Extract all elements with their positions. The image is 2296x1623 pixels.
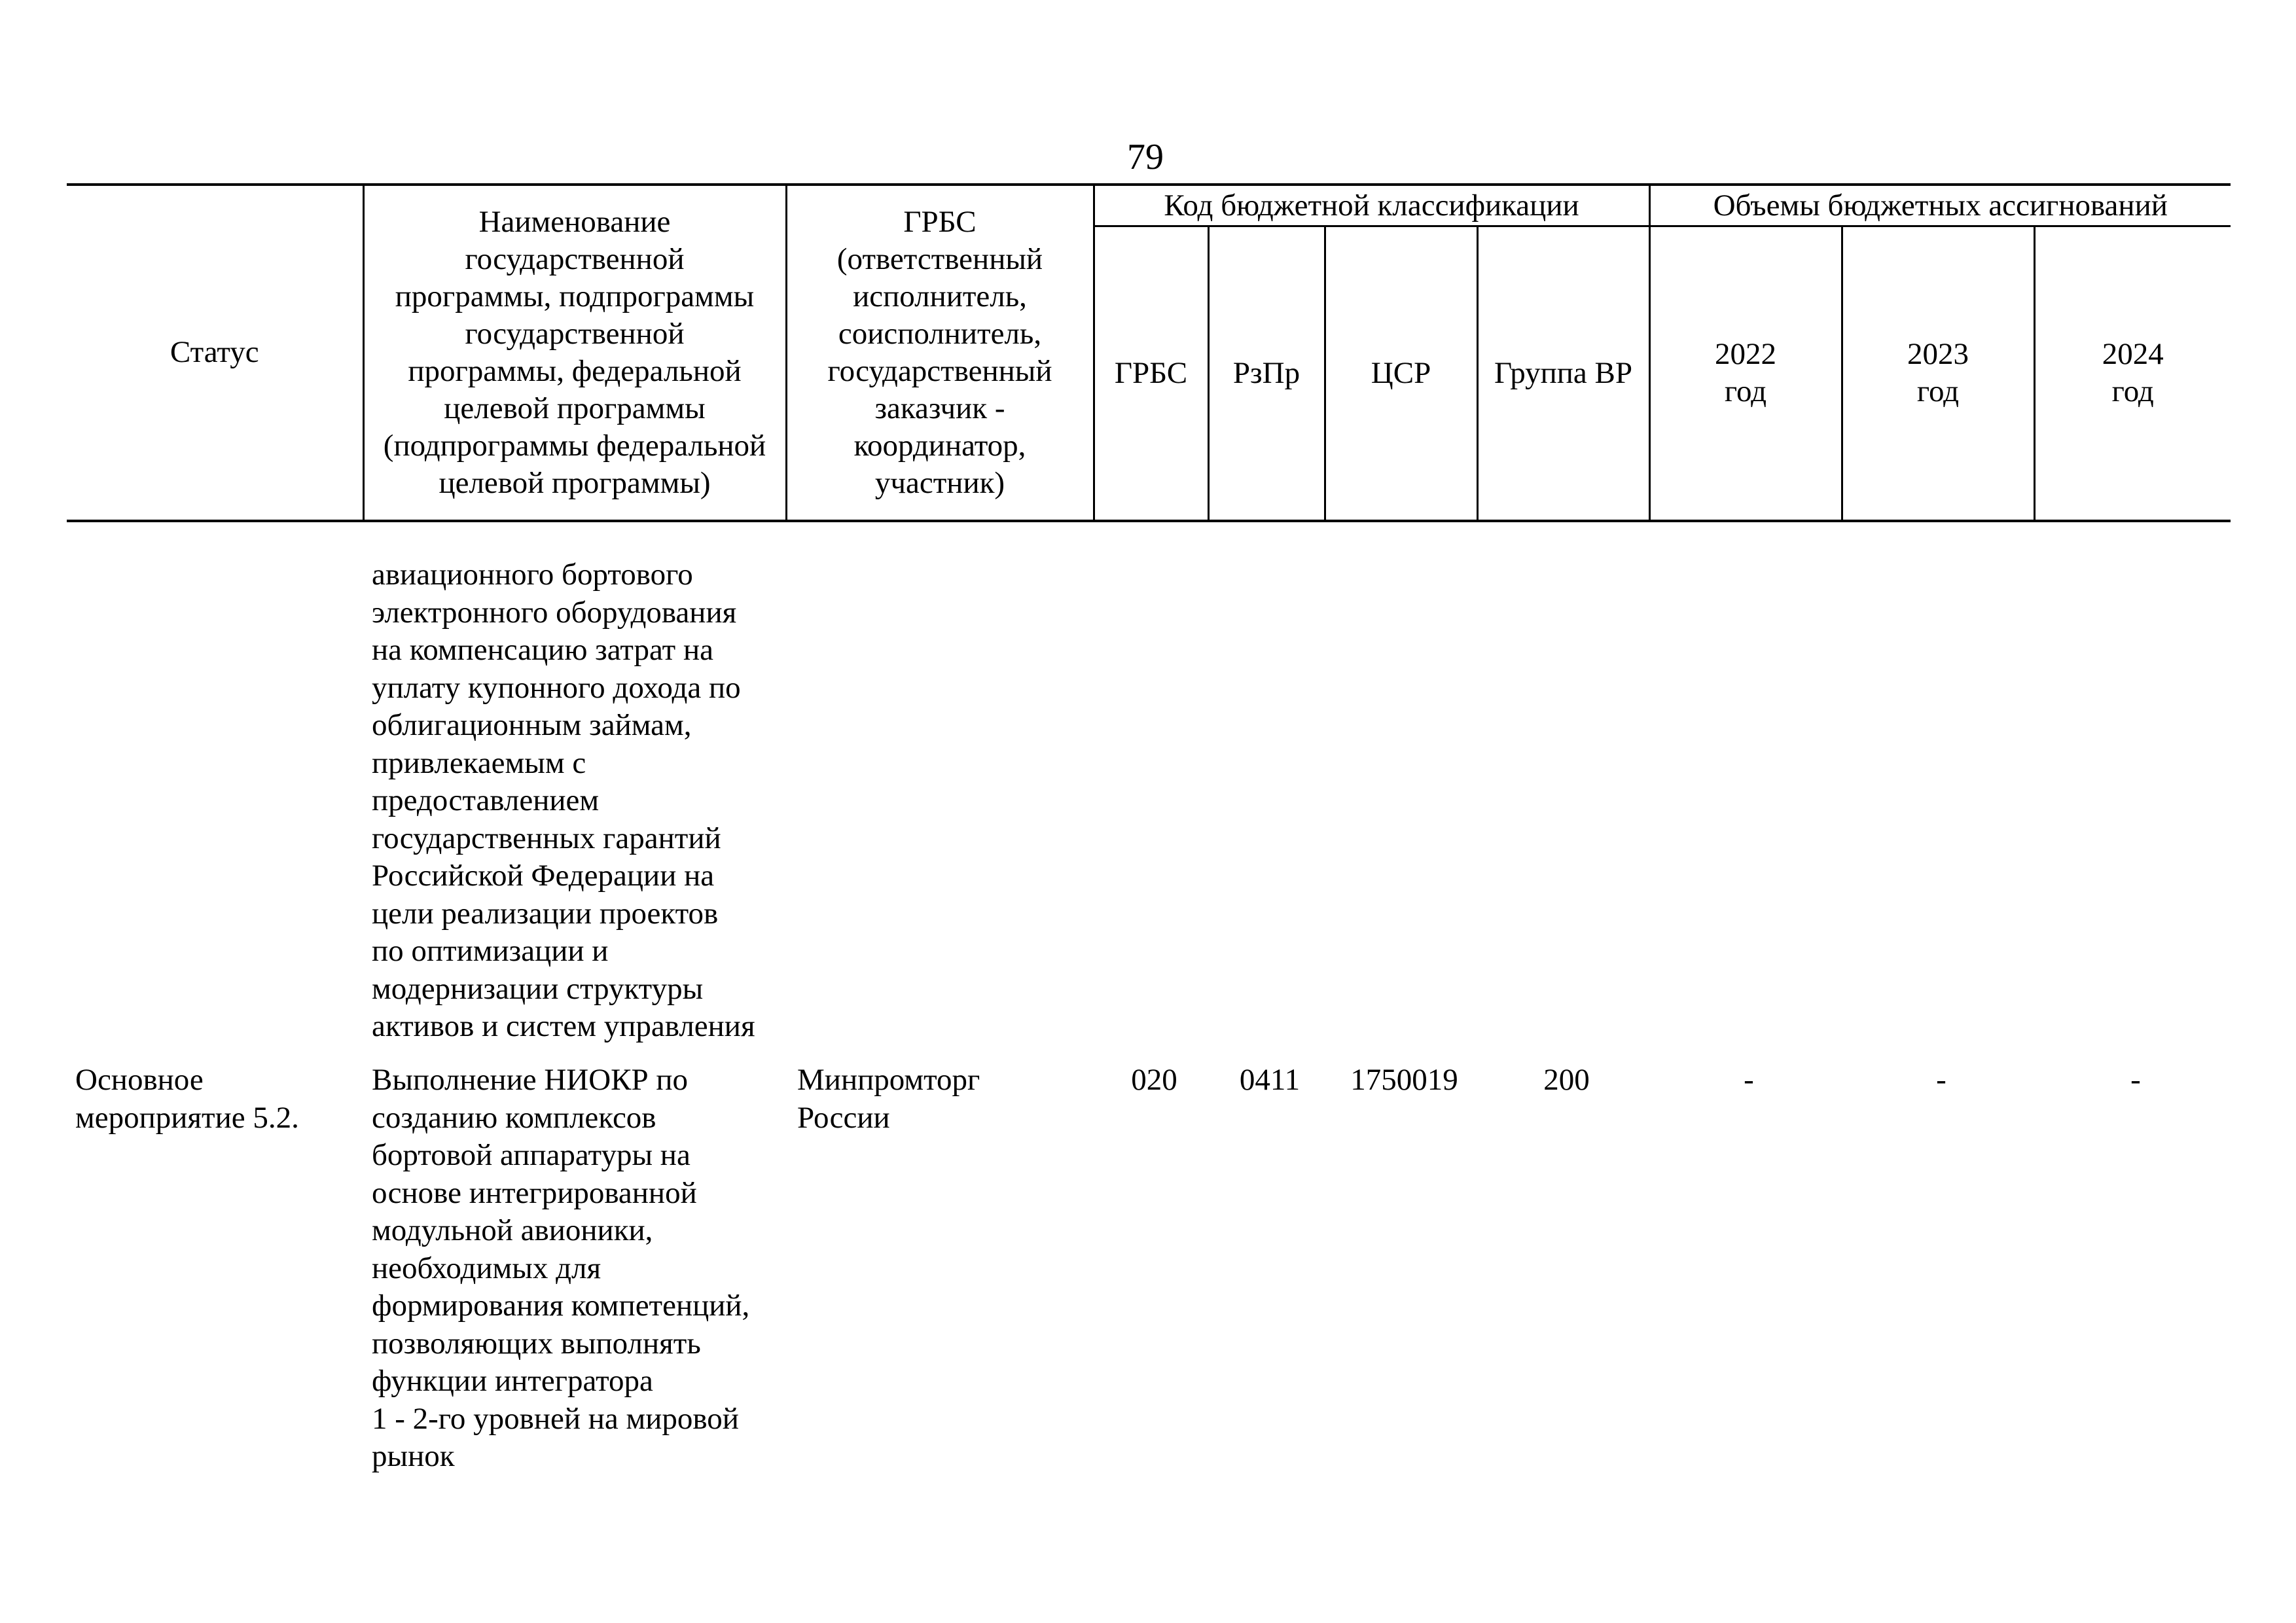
- header-year-2022: 2022 год: [1649, 226, 1842, 521]
- row-year-2023: -: [1936, 1063, 1946, 1097]
- header-year-2024: 2024 год: [2034, 226, 2231, 521]
- row-group-vr: 200: [1543, 1063, 1590, 1097]
- continuation-text: авиационного бортового электронного оборудования на компенсацию затрат на уплату купонного дохода по облигационным займам, привлекаемым с предоставлением государственных гарантий Российской Федерации на цели реализации проектов по оптимизации и модернизации структуры активов и систем управления: [372, 558, 755, 1043]
- row-grbs-role: Минпромторг России: [797, 1063, 980, 1135]
- row-rzpr: 0411: [1239, 1063, 1300, 1097]
- header-rzpr: РзПр: [1208, 226, 1325, 521]
- row-year-2022: -: [1744, 1063, 1754, 1097]
- page-number: 79: [1127, 137, 1164, 177]
- header-status: Статус: [67, 185, 363, 521]
- row-year-2024: -: [2130, 1063, 2141, 1097]
- header-budget-volume-group: Объемы бюджетных ассигнований: [1649, 185, 2231, 226]
- row-status: Основное мероприятие 5.2.: [75, 1063, 299, 1135]
- row-csr: 1750019: [1350, 1063, 1458, 1097]
- header-program-name: Наименование государственной программы, подпрограммы государственной программы, федеральной целевой программы (подпрограммы федеральной целевой программы): [363, 185, 786, 521]
- header-group-vr: Группа ВР: [1477, 226, 1649, 521]
- header-budget-code-group: Код бюджетной классификации: [1094, 185, 1649, 226]
- header-csr: ЦСР: [1325, 226, 1477, 521]
- header-grbs-role: ГРБС (ответственный исполнитель, соисполнитель, государственный заказчик - координатор, участник): [786, 185, 1094, 521]
- header-year-2023: 2023 год: [1842, 226, 2034, 521]
- row-grbs: 020: [1131, 1063, 1177, 1097]
- header-grbs: ГРБС: [1094, 226, 1208, 521]
- row-program-name: Выполнение НИОКР по созданию комплексов бортовой аппаратуры на основе интегрированной модульной авионики, необходимых для формирования компетенций, позволяющих выполнять функции интегратора 1 - 2-го уровней на мировой рынок: [372, 1063, 750, 1473]
- table-header: [67, 183, 2231, 522]
